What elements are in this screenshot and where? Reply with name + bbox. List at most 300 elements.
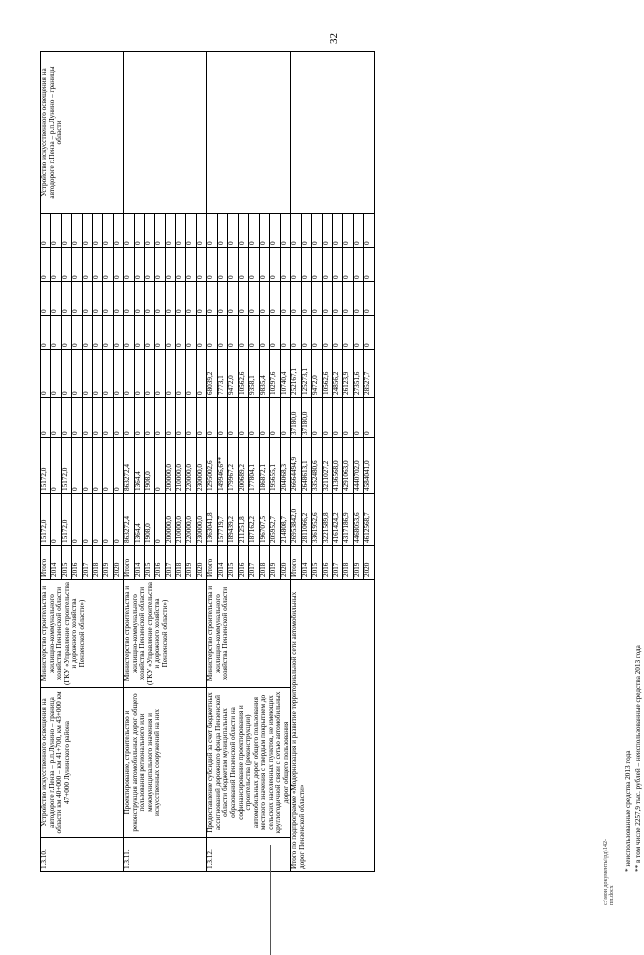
year-cell: 2020 bbox=[196, 546, 206, 580]
indicator-cell: 0 bbox=[41, 282, 51, 316]
federal-cell: 0 bbox=[113, 398, 123, 438]
indicator-cell: 0 bbox=[103, 214, 113, 248]
indicator-cell: 0 bbox=[124, 214, 134, 248]
indicator-cell: 0 bbox=[134, 316, 144, 350]
indicator-cell: 0 bbox=[238, 282, 249, 316]
federal-cell: 0 bbox=[270, 398, 281, 438]
total-cell: 4317186,9 bbox=[343, 494, 353, 546]
municipal-cell: 68039,2 bbox=[207, 350, 218, 398]
year-cell: 2018 bbox=[92, 546, 102, 580]
municipal-cell: 0 bbox=[41, 350, 51, 398]
year-cell: 2017 bbox=[333, 546, 343, 580]
total-cell: 3221589,8 bbox=[322, 494, 332, 546]
indicator-cell: 0 bbox=[134, 248, 144, 282]
indicator-cell: 0 bbox=[249, 316, 260, 350]
year-cell: 2020 bbox=[113, 546, 123, 580]
indicator-cell: 0 bbox=[103, 282, 113, 316]
indicator-cell: 0 bbox=[301, 316, 311, 350]
total-cell: 26953842,0 bbox=[291, 494, 301, 546]
regional-cell: 0 bbox=[82, 438, 92, 494]
table-row bbox=[41, 52, 51, 872]
indicator-cell: 0 bbox=[249, 248, 260, 282]
indicator-cell: 0 bbox=[165, 316, 175, 350]
indicator-cell: 0 bbox=[228, 282, 239, 316]
municipal-cell: 252167,1 bbox=[291, 350, 301, 398]
program-table bbox=[40, 51, 375, 872]
year-cell: 2017 bbox=[82, 546, 92, 580]
indicator-cell: 0 bbox=[364, 282, 374, 316]
indicator-cell: 0 bbox=[280, 214, 291, 248]
indicator-cell: 0 bbox=[103, 316, 113, 350]
year-cell: 2016 bbox=[238, 546, 249, 580]
indicator-cell: 0 bbox=[82, 248, 92, 282]
federal-cell: 0 bbox=[217, 398, 228, 438]
total-cell: 0 bbox=[155, 494, 165, 546]
regional-cell: 149946,6** bbox=[217, 438, 228, 494]
indicator-cell: 0 bbox=[186, 214, 196, 248]
indicator-cell: 0 bbox=[228, 248, 239, 282]
municipal-cell: 0 bbox=[186, 350, 196, 398]
indicator-cell: 0 bbox=[322, 214, 332, 248]
total-cell: 15172,0 bbox=[41, 494, 51, 546]
indicator-cell: 0 bbox=[291, 214, 301, 248]
indicator-cell: 0 bbox=[322, 248, 332, 282]
regional-cell: 1295002,6 bbox=[207, 438, 218, 494]
year-cell: Итого bbox=[207, 546, 218, 580]
indicator-cell: 0 bbox=[113, 214, 123, 248]
total-cell: 4468053,6 bbox=[353, 494, 363, 546]
total-cell: 0 bbox=[103, 494, 113, 546]
year-cell: 2020 bbox=[280, 546, 291, 580]
municipal-cell: 0 bbox=[176, 350, 186, 398]
executor: Министерство строительства и жилищно-коммунального хозяйства Пензенской области (ГКУ «Управление строительства и дорожного хозяйства Пензенской области») bbox=[41, 580, 124, 688]
regional-cell: 186872,1 bbox=[259, 438, 270, 494]
indicator-cell: 0 bbox=[343, 248, 353, 282]
municipal-cell: 0 bbox=[92, 350, 102, 398]
regional-cell: 200689,2 bbox=[238, 438, 249, 494]
indicator-cell: 0 bbox=[238, 316, 249, 350]
year-cell: 2015 bbox=[228, 546, 239, 580]
total-cell: 2811066,2 bbox=[301, 494, 311, 546]
federal-cell: 0 bbox=[228, 398, 239, 438]
indicator-cell: 0 bbox=[364, 248, 374, 282]
regional-cell: 4291063,0 bbox=[343, 438, 353, 494]
indicator-cell: 0 bbox=[144, 214, 154, 248]
federal-cell: 0 bbox=[207, 398, 218, 438]
federal-cell: 0 bbox=[165, 398, 175, 438]
regional-cell: 15172,0 bbox=[61, 438, 71, 494]
municipal-cell: 0 bbox=[103, 350, 113, 398]
total-cell: 0 bbox=[51, 494, 61, 546]
measure-name: Устройство искусственного освещения на автодороге г.Пенза – р.п.Лунино – граница области км 40+000 – км 41+700, км 43+000 км 47+000 Лунинского района bbox=[41, 688, 124, 838]
measure-name: Предоставление субсидий за счет бюджетных ассигнований дорожного фонда Пензенской области бюджетам муниципальных образований Пензенской области на софинансирование проектирования и строительства (реконструкции) автомобильных дорог общего пользования местного значения с твердым покрытием до сельских населенных пунктов, не имеющих круглогодичной связи с сетью автомобильных дорог общего пользования bbox=[207, 688, 291, 838]
indicator-cell: 0 bbox=[270, 316, 281, 350]
municipal-cell: 0 bbox=[144, 350, 154, 398]
executor: Министерство строительства и жилищно-коммунального хозяйства Пензенской области (ГКУ «Управление строительства и дорожного хозяйства Пензенской области») bbox=[124, 580, 207, 688]
indicator-cell: 0 bbox=[353, 214, 363, 248]
total-cell: 15172,0 bbox=[61, 494, 71, 546]
regional-cell: 200000,0 bbox=[165, 438, 175, 494]
indicator-cell: 0 bbox=[291, 316, 301, 350]
federal-cell: 37180,0 bbox=[301, 398, 311, 438]
indicator-cell: 0 bbox=[61, 316, 71, 350]
federal-cell: 37180,0 bbox=[291, 398, 301, 438]
indicator-cell: 0 bbox=[333, 214, 343, 248]
regional-cell: 3352480,6 bbox=[312, 438, 322, 494]
federal-cell: 0 bbox=[364, 398, 374, 438]
indicator-cell: 0 bbox=[113, 248, 123, 282]
result-cell bbox=[291, 52, 374, 214]
regional-cell: 204068,3 bbox=[280, 438, 291, 494]
municipal-cell: 10562,6 bbox=[238, 350, 249, 398]
year-cell: 2014 bbox=[301, 546, 311, 580]
footnote-1: * неиспользованные средства 2013 года bbox=[624, 750, 632, 872]
regional-cell: 0 bbox=[72, 438, 82, 494]
indicator-cell: 0 bbox=[186, 248, 196, 282]
indicator-cell: 0 bbox=[134, 282, 144, 316]
indicator-cell: 0 bbox=[72, 282, 82, 316]
total-cell: 196707,5 bbox=[259, 494, 270, 546]
regional-cell: 0 bbox=[103, 438, 113, 494]
indicator-cell: 0 bbox=[353, 248, 363, 282]
indicator-cell: 0 bbox=[301, 282, 311, 316]
indicator-cell: 0 bbox=[207, 282, 218, 316]
indicator-cell: 0 bbox=[343, 214, 353, 248]
federal-cell: 0 bbox=[312, 398, 322, 438]
indicator-cell: 0 bbox=[92, 248, 102, 282]
municipal-cell: 28527,7 bbox=[364, 350, 374, 398]
municipal-cell: 0 bbox=[51, 350, 61, 398]
indicator-cell: 0 bbox=[51, 248, 61, 282]
year-cell: 2019 bbox=[270, 546, 281, 580]
indicator-cell: 0 bbox=[92, 214, 102, 248]
indicator-cell: 0 bbox=[82, 214, 92, 248]
total-cell: 210000,0 bbox=[176, 494, 186, 546]
federal-cell: 0 bbox=[280, 398, 291, 438]
federal-cell: 0 bbox=[103, 398, 113, 438]
federal-cell: 0 bbox=[41, 398, 51, 438]
regional-cell: 195655,1 bbox=[270, 438, 281, 494]
indicator-cell: 0 bbox=[196, 248, 206, 282]
year-cell: 2014 bbox=[217, 546, 228, 580]
total-cell: 1364,4 bbox=[134, 494, 144, 546]
regional-cell: 0 bbox=[113, 438, 123, 494]
indicator-cell: 0 bbox=[165, 214, 175, 248]
indicator-cell: 0 bbox=[333, 248, 343, 282]
total-label: Итого по подпрограмме «Модернизация и развитие территориальной сети автомобильных дорог Пензенской области» bbox=[291, 580, 374, 872]
divider-line bbox=[270, 845, 271, 955]
indicator-cell: 0 bbox=[72, 214, 82, 248]
indicator-cell: 0 bbox=[343, 316, 353, 350]
federal-cell: 0 bbox=[186, 398, 196, 438]
year-cell: 2019 bbox=[103, 546, 113, 580]
indicator-cell: 0 bbox=[155, 282, 165, 316]
indicator-cell: 0 bbox=[196, 316, 206, 350]
regional-cell: 2648613,1 bbox=[301, 438, 311, 494]
executor: Министерство строительства и жилищно-коммунального хозяйства Пензенской области bbox=[207, 580, 291, 688]
year-cell: 2016 bbox=[322, 546, 332, 580]
measure-number: 1.3.10. bbox=[41, 838, 124, 872]
indicator-cell: 0 bbox=[249, 214, 260, 248]
municipal-cell: 0 bbox=[61, 350, 71, 398]
total-cell: 3361952,6 bbox=[312, 494, 322, 546]
regional-cell: 26664494,9 bbox=[291, 438, 301, 494]
federal-cell: 0 bbox=[343, 398, 353, 438]
municipal-cell: 0 bbox=[82, 350, 92, 398]
measure-number: 1.3.12. bbox=[207, 838, 291, 872]
federal-cell: 0 bbox=[134, 398, 144, 438]
regional-cell: 220000,0 bbox=[186, 438, 196, 494]
regional-cell: 3211027,2 bbox=[322, 438, 332, 494]
federal-cell: 0 bbox=[61, 398, 71, 438]
municipal-cell: 0 bbox=[196, 350, 206, 398]
indicator-cell: 0 bbox=[217, 248, 228, 282]
indicator-cell: 0 bbox=[207, 248, 218, 282]
indicator-cell: 0 bbox=[217, 282, 228, 316]
regional-cell: 0 bbox=[92, 438, 102, 494]
regional-cell: 4440702,0 bbox=[353, 438, 363, 494]
table-row bbox=[124, 52, 134, 872]
indicator-cell: 0 bbox=[259, 214, 270, 248]
indicator-cell: 0 bbox=[322, 282, 332, 316]
federal-cell: 0 bbox=[238, 398, 249, 438]
indicator-cell: 0 bbox=[124, 282, 134, 316]
regional-cell: 15172,0 bbox=[41, 438, 51, 494]
indicator-cell: 0 bbox=[259, 316, 270, 350]
indicator-cell: 0 bbox=[61, 282, 71, 316]
federal-cell: 0 bbox=[196, 398, 206, 438]
regional-cell: 4584041,0 bbox=[364, 438, 374, 494]
indicator-cell: 0 bbox=[124, 316, 134, 350]
total-cell: 200000,0 bbox=[165, 494, 175, 546]
indicator-cell: 0 bbox=[312, 282, 322, 316]
footnotes bbox=[624, 52, 644, 872]
indicator-cell: 0 bbox=[312, 316, 322, 350]
result-cell bbox=[207, 52, 291, 214]
regional-cell: 1908,0 bbox=[144, 438, 154, 494]
year-cell: 2018 bbox=[343, 546, 353, 580]
indicator-cell: 0 bbox=[113, 282, 123, 316]
municipal-cell: 0 bbox=[124, 350, 134, 398]
federal-cell: 0 bbox=[333, 398, 343, 438]
indicator-cell: 0 bbox=[51, 282, 61, 316]
total-cell: 220000,0 bbox=[186, 494, 196, 546]
indicator-cell: 0 bbox=[92, 316, 102, 350]
indicator-cell: 0 bbox=[92, 282, 102, 316]
indicator-cell: 0 bbox=[51, 316, 61, 350]
indicator-cell: 0 bbox=[82, 282, 92, 316]
year-cell: 2018 bbox=[259, 546, 270, 580]
indicator-cell: 0 bbox=[176, 316, 186, 350]
page-number: 32 bbox=[328, 33, 340, 44]
total-cell: 1363041,8 bbox=[207, 494, 218, 546]
indicator-cell: 0 bbox=[41, 214, 51, 248]
total-cell: 187162,2 bbox=[249, 494, 260, 546]
indicator-cell: 0 bbox=[291, 248, 301, 282]
indicator-cell: 0 bbox=[280, 316, 291, 350]
total-cell: 205952,7 bbox=[270, 494, 281, 546]
municipal-cell: 24856,2 bbox=[333, 350, 343, 398]
municipal-cell: 0 bbox=[72, 350, 82, 398]
indicator-cell: 0 bbox=[301, 248, 311, 282]
indicator-cell: 0 bbox=[61, 248, 71, 282]
federal-cell: 0 bbox=[353, 398, 363, 438]
municipal-cell: 9835,4 bbox=[259, 350, 270, 398]
indicator-cell: 0 bbox=[270, 248, 281, 282]
municipal-cell: 10740,4 bbox=[280, 350, 291, 398]
municipal-cell: 9472,0 bbox=[312, 350, 322, 398]
indicator-cell: 0 bbox=[291, 282, 301, 316]
year-cell: 2016 bbox=[72, 546, 82, 580]
indicator-cell: 0 bbox=[228, 214, 239, 248]
federal-cell: 0 bbox=[82, 398, 92, 438]
regional-cell: 210000,0 bbox=[176, 438, 186, 494]
indicator-cell: 0 bbox=[228, 316, 239, 350]
indicator-cell: 0 bbox=[238, 214, 249, 248]
total-cell: 4612568,7 bbox=[364, 494, 374, 546]
indicator-cell: 0 bbox=[144, 248, 154, 282]
indicator-cell: 0 bbox=[217, 214, 228, 248]
indicator-cell: 0 bbox=[196, 282, 206, 316]
federal-cell: 0 bbox=[51, 398, 61, 438]
indicator-cell: 0 bbox=[217, 316, 228, 350]
indicator-cell: 0 bbox=[113, 316, 123, 350]
federal-cell: 0 bbox=[322, 398, 332, 438]
table-row bbox=[207, 52, 218, 872]
indicator-cell: 0 bbox=[72, 316, 82, 350]
year-cell: Итого bbox=[124, 546, 134, 580]
total-cell: 211251,8 bbox=[238, 494, 249, 546]
year-cell: 2017 bbox=[249, 546, 260, 580]
indicator-cell: 0 bbox=[103, 248, 113, 282]
municipal-cell: 10562,6 bbox=[322, 350, 332, 398]
indicator-cell: 0 bbox=[333, 316, 343, 350]
municipal-cell: 27351,6 bbox=[353, 350, 363, 398]
indicator-cell: 0 bbox=[353, 282, 363, 316]
total-cell: 0 bbox=[72, 494, 82, 546]
indicator-cell: 0 bbox=[82, 316, 92, 350]
federal-cell: 0 bbox=[92, 398, 102, 438]
indicator-cell: 0 bbox=[165, 282, 175, 316]
result-cell: Устройство искусственного освещения на автодороге г.Пенза – р.п.Лунино – границы области bbox=[41, 52, 124, 214]
regional-cell: 177804,1 bbox=[249, 438, 260, 494]
municipal-cell: 0 bbox=[113, 350, 123, 398]
municipal-cell: 0 bbox=[155, 350, 165, 398]
indicator-cell: 0 bbox=[72, 248, 82, 282]
indicator-cell: 0 bbox=[176, 214, 186, 248]
municipal-cell: 125273,1 bbox=[301, 350, 311, 398]
federal-cell: 0 bbox=[249, 398, 260, 438]
indicator-cell: 0 bbox=[312, 214, 322, 248]
federal-cell: 0 bbox=[155, 398, 165, 438]
municipal-cell: 26123,9 bbox=[343, 350, 353, 398]
indicator-cell: 0 bbox=[144, 316, 154, 350]
indicator-cell: 0 bbox=[364, 214, 374, 248]
indicator-cell: 0 bbox=[134, 214, 144, 248]
indicator-cell: 0 bbox=[343, 282, 353, 316]
indicator-cell: 0 bbox=[186, 316, 196, 350]
municipal-cell: 7773,1 bbox=[217, 350, 228, 398]
indicator-cell: 0 bbox=[41, 316, 51, 350]
indicator-cell: 0 bbox=[364, 316, 374, 350]
regional-cell: 0 bbox=[155, 438, 165, 494]
indicator-cell: 0 bbox=[144, 282, 154, 316]
total-cell: 157719,7 bbox=[217, 494, 228, 546]
year-cell: 2017 bbox=[165, 546, 175, 580]
regional-cell: 0 bbox=[51, 438, 61, 494]
indicator-cell: 0 bbox=[155, 214, 165, 248]
total-cell: 0 bbox=[113, 494, 123, 546]
indicator-cell: 0 bbox=[186, 282, 196, 316]
municipal-cell: 9358,1 bbox=[249, 350, 260, 398]
indicator-cell: 0 bbox=[165, 248, 175, 282]
indicator-cell: 0 bbox=[333, 282, 343, 316]
footnote-2: ** в том числе 2257,9 тыс. рублей – неиспользованные средства 2013 года bbox=[634, 645, 642, 872]
indicator-cell: 0 bbox=[259, 282, 270, 316]
indicator-cell: 0 bbox=[259, 248, 270, 282]
federal-cell: 0 bbox=[124, 398, 134, 438]
table-row bbox=[291, 52, 301, 872]
indicator-cell: 0 bbox=[301, 214, 311, 248]
result-cell bbox=[124, 52, 207, 214]
total-cell: 0 bbox=[82, 494, 92, 546]
indicator-cell: 0 bbox=[353, 316, 363, 350]
year-cell: Итого bbox=[291, 546, 301, 580]
regional-cell: 863272,4 bbox=[124, 438, 134, 494]
indicator-cell: 0 bbox=[155, 248, 165, 282]
year-cell: 2015 bbox=[312, 546, 322, 580]
measure-number: 1.3.11. bbox=[124, 838, 207, 872]
total-cell: 189439,2 bbox=[228, 494, 239, 546]
year-cell: 2015 bbox=[144, 546, 154, 580]
total-cell: 4161424,2 bbox=[333, 494, 343, 546]
indicator-cell: 0 bbox=[238, 248, 249, 282]
indicator-cell: 0 bbox=[124, 248, 134, 282]
municipal-cell: 0 bbox=[134, 350, 144, 398]
year-cell: 2014 bbox=[134, 546, 144, 580]
year-cell: 2019 bbox=[353, 546, 363, 580]
regional-cell: 4136568,0 bbox=[333, 438, 343, 494]
indicator-cell: 0 bbox=[280, 248, 291, 282]
regional-cell: 179967,2 bbox=[228, 438, 239, 494]
total-cell: 863272,4 bbox=[124, 494, 134, 546]
indicator-cell: 0 bbox=[207, 214, 218, 248]
federal-cell: 0 bbox=[72, 398, 82, 438]
total-cell: 0 bbox=[92, 494, 102, 546]
municipal-cell: 9472,0 bbox=[228, 350, 239, 398]
year-cell: 2014 bbox=[51, 546, 61, 580]
indicator-cell: 0 bbox=[51, 214, 61, 248]
federal-cell: 0 bbox=[259, 398, 270, 438]
year-cell: 2018 bbox=[176, 546, 186, 580]
total-cell: 1908,0 bbox=[144, 494, 154, 546]
year-cell: 2015 bbox=[61, 546, 71, 580]
regional-cell: 230000,0 bbox=[196, 438, 206, 494]
municipal-cell: 0 bbox=[165, 350, 175, 398]
measure-name: Проектирование, строительство и реконструкция автомобильных дорог общего пользования регионального или межмуниципального значения и искусственных сооружений на них bbox=[124, 688, 207, 838]
year-cell: Итого bbox=[41, 546, 51, 580]
indicator-cell: 0 bbox=[270, 214, 281, 248]
indicator-cell: 0 bbox=[207, 316, 218, 350]
indicator-cell: 0 bbox=[280, 282, 291, 316]
table-container bbox=[40, 52, 642, 872]
federal-cell: 0 bbox=[144, 398, 154, 438]
indicator-cell: 0 bbox=[61, 214, 71, 248]
year-cell: 2016 bbox=[155, 546, 165, 580]
federal-cell: 0 bbox=[176, 398, 186, 438]
total-cell: 230000,0 bbox=[196, 494, 206, 546]
indicator-cell: 0 bbox=[270, 282, 281, 316]
